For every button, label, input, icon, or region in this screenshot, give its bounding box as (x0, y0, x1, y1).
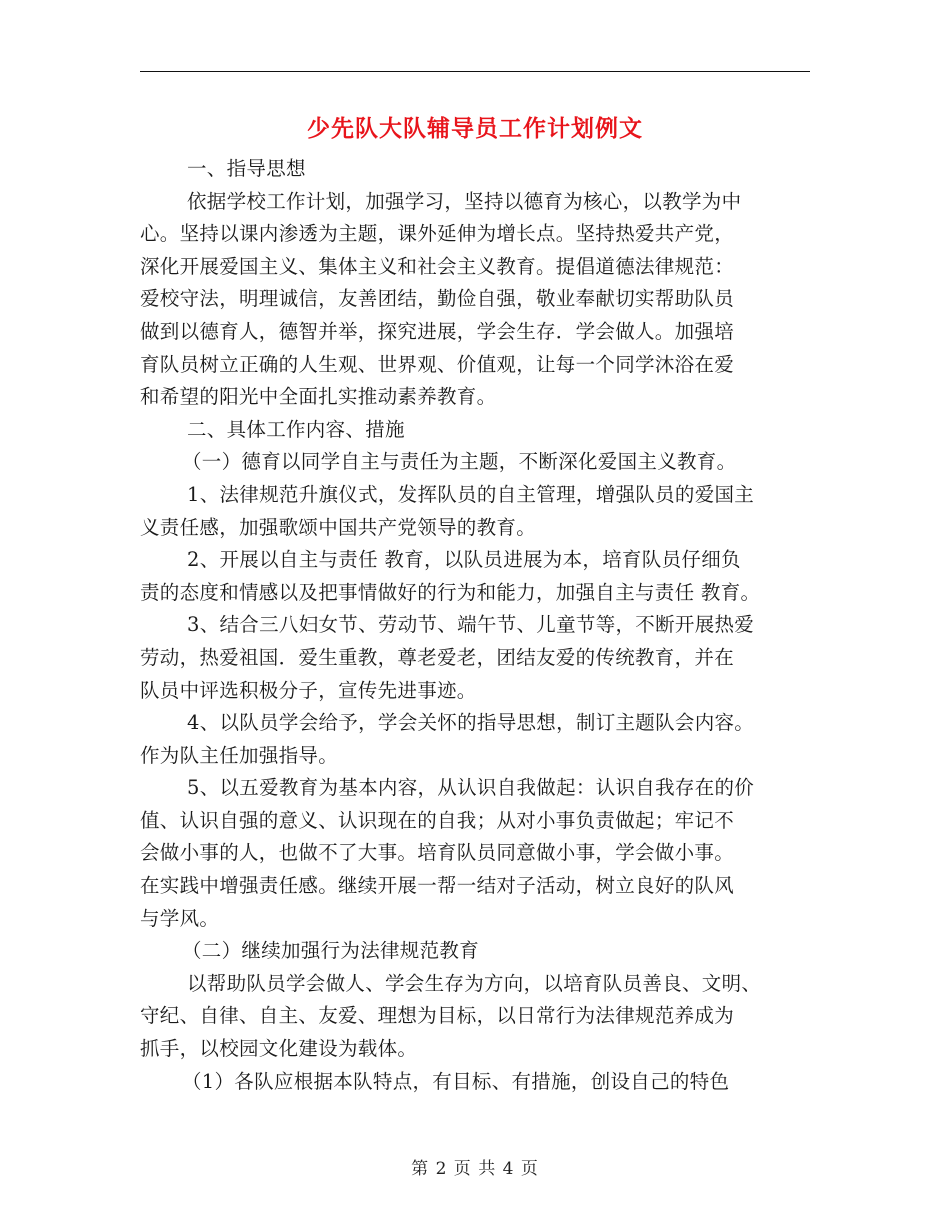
paragraph-line: 5、以五爱教育为基本内容，从认识自我做起：认识自我存在的价 (187, 776, 755, 800)
paragraph-line: 抓手，以校园文化建设为载体。 (140, 1037, 418, 1061)
subsection-heading: （一）德育以同学自主与责任为主题，不断深化爱国主义教育。 (182, 450, 737, 474)
paragraph-line: 队员中评选积极分子，宣传先进事迹。 (140, 678, 477, 702)
paragraph-line: 2、开展以自主与责任 教育，以队员进展为本，培育队员仔细负 (187, 548, 741, 572)
paragraph-line: 值、认识自强的意义、认识现在的自我；从对小事负责做起；牢记不 (140, 808, 735, 832)
document-body (140, 153, 805, 1098)
page-number: 第 2 页 共 4 页 (411, 1159, 539, 1179)
paragraph-line: 在实践中增强责任感。继续开展一帮一结对子活动，树立良好的队风 (140, 874, 735, 898)
paragraph-line: 和希望的阳光中全面扎实推动素养教育。 (140, 385, 497, 409)
paragraph-line: 会做小事的人，也做不了大事。培育队员同意做小事，学会做小事。 (140, 841, 735, 865)
paragraph-line: 作为队主任加强指导。 (140, 743, 339, 767)
paragraph-line: 3、结合三八妇女节、劳动节、端午节、儿童节等，不断开展热爱 (187, 613, 755, 637)
section-heading: 二、具体工作内容、措施 (187, 417, 405, 441)
header-rule (140, 71, 810, 72)
document-title: 少先队大队辅导员工作计划例文 (307, 116, 643, 142)
paragraph-line: （1）各队应根据本队特点，有目标、有措施，创设自己的特色 (182, 1069, 730, 1093)
paragraph-line: 责的态度和情感以及把事情做好的行为和能力，加强自主与责任 教育。 (140, 580, 761, 604)
paragraph-line: 心。坚持以课内渗透为主题，课外延伸为增长点。坚持热爱共产党， (140, 222, 735, 246)
paragraph-line: 做到以德育人，德智并举，探究进展，学会生存．学会做人。加强培 (140, 319, 735, 343)
paragraph-line: 4、以队员学会给予，学会关怀的指导思想，制订主题队会内容。 (187, 711, 755, 735)
paragraph-line: 劳动，热爱祖国．爱生重教，尊老爱老，团结友爱的传统教育，并在 (140, 645, 735, 669)
paragraph-line: 与学风。 (140, 906, 220, 930)
paragraph-line: 依据学校工作计划，加强学习，坚持以德育为核心，以教学为中 (187, 189, 742, 213)
section-heading: 一、指导思想 (187, 157, 306, 180)
paragraph-line: 守纪、自律、自主、友爱、理想为目标，以日常行为法律规范养成为 (140, 1004, 735, 1028)
paragraph-line: 育队员树立正确的人生观、世界观、价值观，让每一个同学沐浴在爱 (140, 352, 735, 376)
paragraph-line: 1、法律规范升旗仪式，发挥队员的自主管理，增强队员的爱国主 (187, 482, 755, 506)
paragraph-line: 义责任感，加强歌颂中国共产党领导的教育。 (140, 515, 537, 539)
paragraph-line: 深化开展爱国主义、集体主义和社会主义教育。提倡道德法律规范： (140, 254, 735, 278)
paragraph-line: 以帮助队员学会做人、学会生存为方向，以培育队员善良、文明、 (187, 971, 762, 995)
paragraph-line: 爱校守法，明理诚信，友善团结，勤俭自强，敬业奉献切实帮助队员 (140, 287, 735, 311)
subsection-heading: （二）继续加强行为法律规范教育 (182, 939, 480, 963)
